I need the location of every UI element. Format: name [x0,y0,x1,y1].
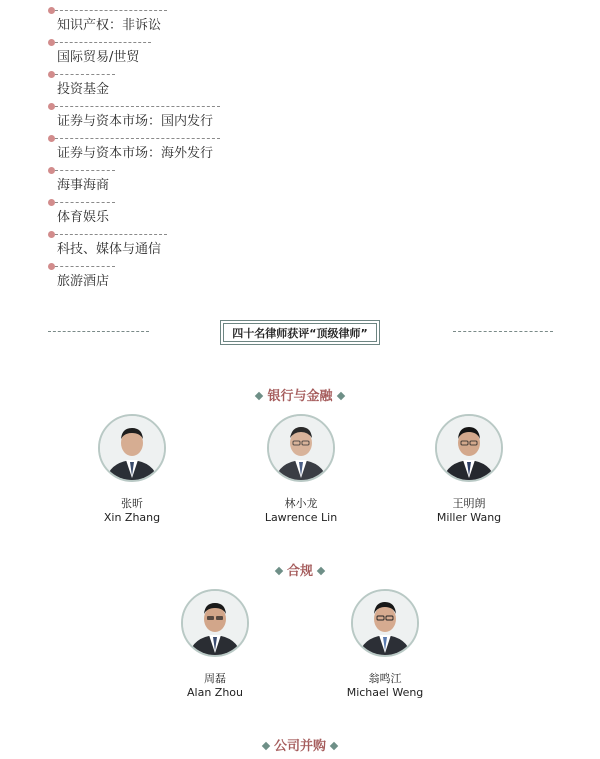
banner-right-rule [453,331,553,332]
practice-area-label: 投资基金 [57,82,110,97]
lawyer-portrait [267,414,335,482]
diamond-icon [255,391,263,399]
category-title: 公司并购 [273,739,326,754]
banner-left-rule [48,331,149,332]
lawyer-name-en: Michael Weng [346,686,424,699]
diamond-icon [275,566,283,574]
diamond-icon [262,741,270,749]
bullet-dot-icon [48,39,55,46]
practice-area-label: 旅游酒店 [57,274,110,289]
practice-area-label: 海事海商 [57,178,110,193]
dashed-divider [55,266,115,267]
category-heading [0,385,600,404]
section-banner [0,316,600,348]
lawyer-name-en: Xin Zhang [103,511,161,524]
lawyer-name-cn: 周磊 [204,672,226,685]
dashed-divider [55,10,167,11]
lawyer-name-cn: 林小龙 [284,497,318,510]
lawyer-name-en: Alan Zhou [187,686,243,699]
bullet-dot-icon [48,103,55,110]
practice-area-label: 知识产权：非诉讼 [57,18,162,33]
diamond-icon [330,741,338,749]
bullet-dot-icon [48,71,55,78]
bullet-dot-icon [48,199,55,206]
dashed-divider [55,138,220,139]
lawyer-portrait [435,414,503,482]
lawyer-name-cn: 王明朗 [452,497,486,510]
category-heading [0,735,600,754]
practice-area-label: 科技、媒体与通信 [57,242,162,257]
lawyer-portrait [181,589,249,657]
banner-frame [220,320,380,345]
bullet-dot-icon [48,7,55,14]
dashed-divider [55,170,115,171]
bullet-dot-icon [48,167,55,174]
practice-area-label: 证券与资本市场：国内发行 [57,114,214,129]
category-title: 银行与金融 [267,389,333,404]
bullet-dot-icon [48,135,55,142]
practice-area-label: 证券与资本市场：海外发行 [57,146,214,161]
dashed-divider [55,234,167,235]
dashed-divider [55,42,151,43]
lawyer-portrait [98,414,166,482]
category-title: 合规 [286,564,313,579]
dashed-divider [55,202,115,203]
lawyer-portrait [351,589,419,657]
diamond-icon [336,391,344,399]
practice-area-label: 国际贸易/世贸 [57,50,140,65]
dashed-divider [55,74,115,75]
bullet-dot-icon [48,231,55,238]
category-heading [0,560,600,579]
lawyer-name-en: Lawrence Lin [264,511,338,524]
bullet-dot-icon [48,263,55,270]
lawyer-name-cn: 翁鸣江 [368,672,402,685]
lawyer-name-en: Miller Wang [436,511,502,524]
banner-title: 四十名律师获评“顶级律师” [223,323,377,342]
practice-area-label: 体育娱乐 [57,210,110,225]
diamond-icon [317,566,325,574]
dashed-divider [55,106,220,107]
lawyer-name-cn: 张昕 [121,497,143,510]
